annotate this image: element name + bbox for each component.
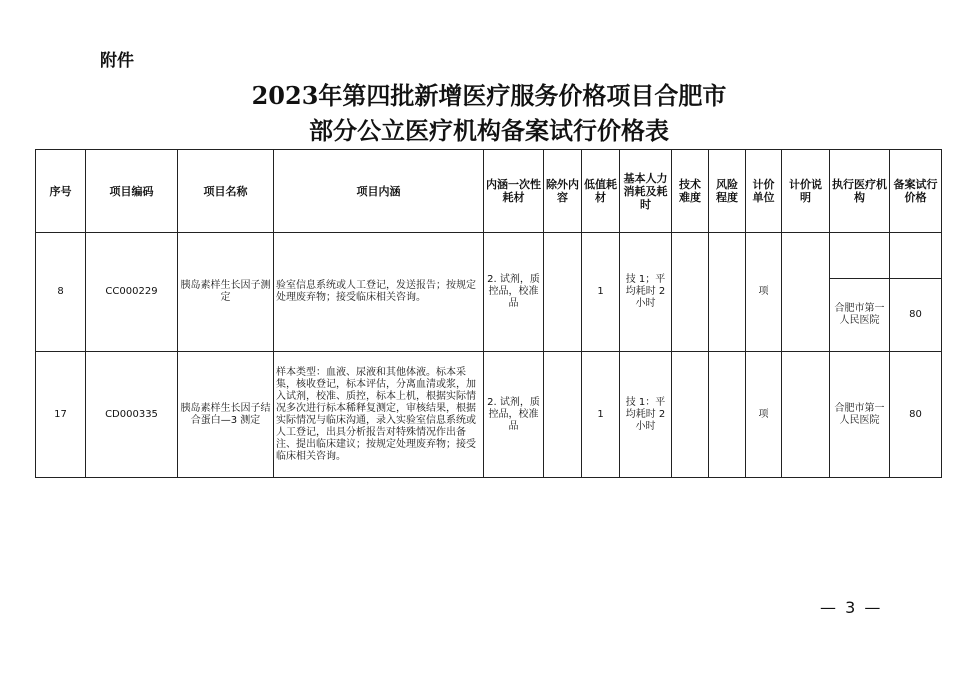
cell-code: CC000229 — [86, 233, 178, 352]
table-row — [36, 233, 942, 279]
cell-institution: 合肥市第一人民医院 — [830, 279, 890, 352]
cell-manpower: 技 1；平均耗时 2 小时 — [620, 233, 672, 352]
cell-institution: 合肥市第一人民医院 — [830, 352, 890, 478]
cell-price-empty — [890, 233, 942, 279]
header-unit: 计价单位 — [746, 150, 782, 233]
header-code: 项目编码 — [86, 150, 178, 233]
page-number: — 3 — — [820, 598, 883, 617]
cell-excluded — [544, 352, 582, 478]
cell-manpower: 技 1：平均耗时 2 小时 — [620, 352, 672, 478]
header-institution: 执行医疗机构 — [830, 150, 890, 233]
cell-unit: 项 — [746, 352, 782, 478]
header-note: 计价说明 — [782, 150, 830, 233]
header-low-value: 低值耗材 — [582, 150, 620, 233]
header-consumables: 内涵一次性耗材 — [484, 150, 544, 233]
attachment-label: 附件 — [100, 51, 134, 71]
document-title-line1: 2023年第四批新增医疗服务价格项目合肥市 — [251, 81, 727, 110]
cell-difficulty — [672, 352, 709, 478]
table-row — [36, 352, 942, 478]
header-price: 备案试行价格 — [890, 150, 942, 233]
header-difficulty: 技术难度 — [672, 150, 709, 233]
cell-name: 胰岛素样生长因子结合蛋白—3 测定 — [178, 352, 274, 478]
table-header-row — [36, 150, 942, 233]
header-name: 项目名称 — [178, 150, 274, 233]
cell-price: 80 — [890, 279, 942, 352]
cell-name: 胰岛素样生长因子测定 — [178, 233, 274, 352]
cell-content: 样本类型：血液、尿液和其他体液。标本采集，核收登记，标本评估，分离血清或浆，加入试剂，校准、质控，标本上机，根据实际情况多次进行标本稀释复测定，审核结果，根据实际情况与临床沟通，录入实验室信息系统或人工登记，出具分析报告对特殊情况作出备注、提出临床建议；按规定处理废弃物；接受临床相关咨询。 — [274, 352, 484, 478]
cell-consumables: 2. 试剂，质控品，校准品 — [484, 352, 544, 478]
cell-content: 验室信息系统或人工登记，发送报告；按规定处理废弃物；接受临床相关咨询。 — [274, 233, 484, 352]
header-content: 项目内涵 — [274, 150, 484, 233]
cell-low-value: 1 — [582, 233, 620, 352]
header-excluded: 除外内容 — [544, 150, 582, 233]
cell-seq: 17 — [36, 352, 86, 478]
cell-seq: 8 — [36, 233, 86, 352]
cell-institution-empty — [830, 233, 890, 279]
cell-consumables: 2. 试剂，质控品，校准品 — [484, 233, 544, 352]
document-title-line2: 部分公立医疗机构备案试行价格表 — [309, 116, 669, 145]
cell-note — [782, 352, 830, 478]
cell-code: CD000335 — [86, 352, 178, 478]
price-table — [35, 149, 942, 478]
header-manpower: 基本人力消耗及耗时 — [620, 150, 672, 233]
cell-risk — [709, 233, 746, 352]
cell-note — [782, 233, 830, 352]
cell-low-value: 1 — [582, 352, 620, 478]
cell-risk — [709, 352, 746, 478]
cell-difficulty — [672, 233, 709, 352]
header-seq: 序号 — [36, 150, 86, 233]
cell-excluded — [544, 233, 582, 352]
header-risk: 风险程度 — [709, 150, 746, 233]
cell-price: 80 — [890, 352, 942, 478]
cell-unit: 项 — [746, 233, 782, 352]
